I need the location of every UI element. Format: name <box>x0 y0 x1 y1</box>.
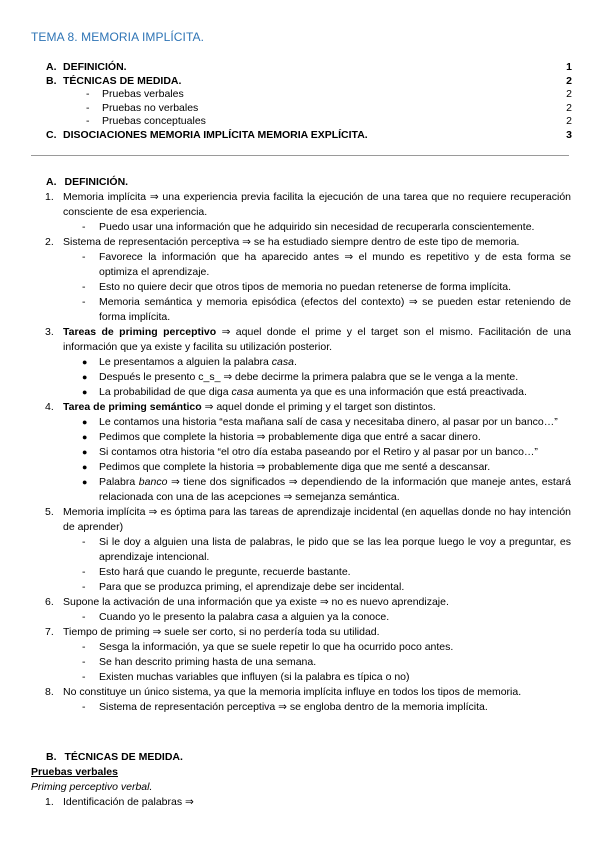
bullet-item <box>31 415 571 430</box>
toc-entry[interactable] <box>46 75 572 89</box>
bullet-item <box>31 370 571 385</box>
toc-entry[interactable] <box>46 88 572 102</box>
sub-item <box>31 280 571 295</box>
item-number: 5. <box>45 506 54 518</box>
toc-text: TÉCNICAS DE MEDIDA. <box>63 74 182 87</box>
divider <box>31 155 569 156</box>
item-number: 6. <box>45 596 54 608</box>
toc-page: 2 <box>566 88 572 100</box>
sub-item-text: a alguien ya la conoce. <box>278 611 390 623</box>
table-of-contents <box>46 61 572 142</box>
bullet-item <box>31 445 571 460</box>
toc-text: Pruebas conceptuales <box>102 115 206 127</box>
dash-marker: - <box>82 641 86 653</box>
item-text: Sistema de representación perceptiva ⇒ se ha estudiado siempre dentro de este tipo de memoria. <box>63 236 520 248</box>
sub-item <box>31 640 571 655</box>
dash-marker: - <box>82 701 86 713</box>
bullet-text: Le contamos una historia “esta mañana salí de casa y necesitaba dinero, al pasar por un banco…” <box>99 416 558 428</box>
section-a-body <box>31 190 571 715</box>
bullet-item <box>31 475 571 505</box>
dash-marker: - <box>82 581 86 593</box>
dash-marker: - <box>82 671 86 683</box>
section-title: TÉCNICAS DE MEDIDA. <box>64 751 183 763</box>
item-text: No constituye un único sistema, ya que la memoria implícita influye en todos los tipos de memoria. <box>63 686 522 698</box>
toc-text: Pruebas verbales <box>102 88 184 100</box>
dash-marker: - <box>82 251 86 263</box>
item-number: 1. <box>45 796 54 808</box>
toc-dash: - <box>86 101 90 114</box>
subsection-subtitle: Priming perceptivo verbal. <box>31 781 153 793</box>
item-number: 3. <box>45 326 54 338</box>
dash-marker: - <box>82 296 86 308</box>
item-text: ⇒ aquel donde el prime y el target son el mismo. Facilitación de una información que ya existe y facilita su utilización posterior. <box>63 326 571 353</box>
bullet-item <box>31 430 571 445</box>
sub-item <box>31 580 571 595</box>
section-label: B. <box>46 751 57 763</box>
sub-item <box>31 220 571 235</box>
bullet-text: Le presentamos a alguien la palabra <box>99 356 272 368</box>
sub-item-text: Para que se produzca priming, el aprendizaje debe ser incidental. <box>99 581 405 593</box>
sub-item <box>31 250 571 280</box>
sub-item-text: Esto hará que cuando le pregunte, recuerde bastante. <box>99 566 351 578</box>
item-text: Supone la activación de una información que ya existe ⇒ no es nuevo aprendizaje. <box>63 596 449 608</box>
list-item <box>31 400 571 415</box>
list-item <box>31 795 571 810</box>
bullet-marker: ● <box>82 417 88 427</box>
toc-page: 2 <box>566 101 572 114</box>
bullet-text: Pedimos que complete la historia ⇒ probablemente diga que me senté a descansar. <box>99 461 491 473</box>
item-number: 4. <box>45 401 54 413</box>
sub-item <box>31 670 571 685</box>
sub-item-italic: casa <box>256 611 279 623</box>
item-number: 8. <box>45 686 54 698</box>
sub-item-text: Sistema de representación perceptiva ⇒ se engloba dentro de la memoria implícita. <box>99 701 488 713</box>
toc-page: 1 <box>566 61 572 73</box>
section-a-heading <box>46 176 128 188</box>
sub-item-text: Memoria semántica y memoria episódica (efectos del contexto) ⇒ se pueden estar reteniendo de forma implícita. <box>99 296 571 323</box>
sub-item <box>31 565 571 580</box>
item-text: Tiempo de priming ⇒ suele ser corto, si no perdería toda su utilidad. <box>63 626 380 638</box>
section-b-heading <box>46 751 183 763</box>
item-text: Identificación de palabras ⇒ <box>63 796 194 808</box>
bullet-marker: ● <box>82 387 88 397</box>
bullet-text: Si contamos otra historia “el otro día estaba paseando por el Retiro y al pasar por un banco…” <box>99 446 538 458</box>
item-bold-term: Tareas de priming perceptivo <box>63 326 217 338</box>
bullet-marker: ● <box>82 432 88 442</box>
dash-marker: - <box>82 221 86 233</box>
toc-text: DEFINICIÓN. <box>63 61 127 73</box>
toc-page: 2 <box>566 74 572 87</box>
bullet-marker: ● <box>82 372 88 382</box>
list-item <box>31 625 571 640</box>
bullet-item <box>31 355 571 370</box>
section-label: A. <box>46 176 57 188</box>
list-item <box>31 235 571 250</box>
item-number: 7. <box>45 626 54 638</box>
sub-item-text: Puedo usar una información que he adquirido sin necesidad de recuperarla conscientemente. <box>99 221 535 233</box>
bullet-text: Pedimos que complete la historia ⇒ probablemente diga que entré a sacar dinero. <box>99 431 481 443</box>
toc-entry[interactable] <box>46 61 572 75</box>
sub-item <box>31 610 571 625</box>
toc-label: A. <box>46 61 57 73</box>
list-item <box>31 685 571 700</box>
bullet-text: ⇒ tiene dos significados ⇒ dependiendo de la información que maneje antes, estará relacionada con una de las acepciones ⇒ semejanza semántica. <box>99 476 571 503</box>
sub-item-text: Esto no quiere decir que otros tipos de memoria no puedan retenerse de forma implícita. <box>99 281 512 293</box>
bullet-italic: casa <box>271 356 294 368</box>
page-title: TEMA 8. MEMORIA IMPLÍCITA. <box>31 30 205 44</box>
sub-item <box>31 655 571 670</box>
section-b-body <box>31 765 571 810</box>
sub-item <box>31 295 571 325</box>
subsection-heading: Pruebas verbales <box>31 766 118 778</box>
bullet-marker: ● <box>82 462 88 472</box>
dash-marker: - <box>82 536 86 548</box>
bullet-text: Después le presento c_s_ ⇒ debe decirme la primera palabra que se le venga a la mente. <box>99 371 519 383</box>
item-text: Memoria implícita ⇒ una experiencia previa facilita la ejecución de una tarea que no requiere recuperación consciente de esa experiencia. <box>63 191 571 218</box>
sub-item-text: Favorece la información que ha aparecido antes ⇒ el mundo es repetitivo y de esta forma se optimiza el aprendizaje. <box>99 251 571 278</box>
sub-item-text: Se han descrito priming hasta de una semana. <box>99 656 317 668</box>
list-item <box>31 595 571 610</box>
toc-page: 3 <box>566 128 572 141</box>
bullet-marker: ● <box>82 477 88 487</box>
item-number: 1. <box>45 191 54 203</box>
bullet-text: aumenta ya que es una información que está preactivada. <box>253 386 527 398</box>
dash-marker: - <box>82 281 86 293</box>
item-text: Memoria implícita ⇒ es óptima para las tareas de aprendizaje incidental (en aquellas donde no hay intención de aprender) <box>63 506 571 533</box>
item-bold-term: Tarea de priming semántico <box>63 401 202 413</box>
toc-entry[interactable] <box>46 102 572 116</box>
bullet-italic: banco <box>138 476 168 488</box>
toc-entry[interactable] <box>46 129 572 143</box>
sub-item-text: Existen muchas variables que influyen (si la palabra es típica o no) <box>99 671 410 683</box>
list-item <box>31 190 571 220</box>
toc-label: C. <box>46 128 57 141</box>
bullet-text: Palabra <box>99 476 139 488</box>
bullet-item <box>31 460 571 475</box>
sub-item-text: Si le doy a alguien una lista de palabras, le pido que se las lea porque luego le voy a preguntar, es aprendizaje intencional. <box>99 536 571 563</box>
dash-marker: - <box>82 656 86 668</box>
toc-page: 2 <box>566 115 572 127</box>
toc-text: DISOCIACIONES MEMORIA IMPLÍCITA MEMORIA EXPLÍCITA. <box>63 128 368 141</box>
sub-item-text: Cuando yo le presento la palabra <box>99 611 257 623</box>
section-title: DEFINICIÓN. <box>64 176 129 188</box>
list-item <box>31 505 571 535</box>
toc-dash: - <box>86 88 90 100</box>
bullet-text: La probabilidad de que diga <box>99 386 232 398</box>
sub-item-text: Sesga la información, ya que se suele repetir lo que ha ocurrido poco antes. <box>99 641 454 653</box>
bullet-marker: ● <box>82 357 88 367</box>
item-number: 2. <box>45 236 54 248</box>
bullet-item <box>31 385 571 400</box>
sub-item <box>31 535 571 565</box>
bullet-marker: ● <box>82 447 88 457</box>
dash-marker: - <box>82 566 86 578</box>
bullet-text: . <box>293 356 297 368</box>
list-item <box>31 325 571 355</box>
toc-entry[interactable] <box>46 115 572 129</box>
dash-marker: - <box>82 611 86 623</box>
toc-text: Pruebas no verbales <box>102 101 199 114</box>
toc-label: B. <box>46 74 57 87</box>
toc-dash: - <box>86 115 90 127</box>
sub-item <box>31 700 571 715</box>
item-text: ⇒ aquel donde el priming y el target son distintos. <box>201 401 436 413</box>
bullet-italic: casa <box>231 386 254 398</box>
